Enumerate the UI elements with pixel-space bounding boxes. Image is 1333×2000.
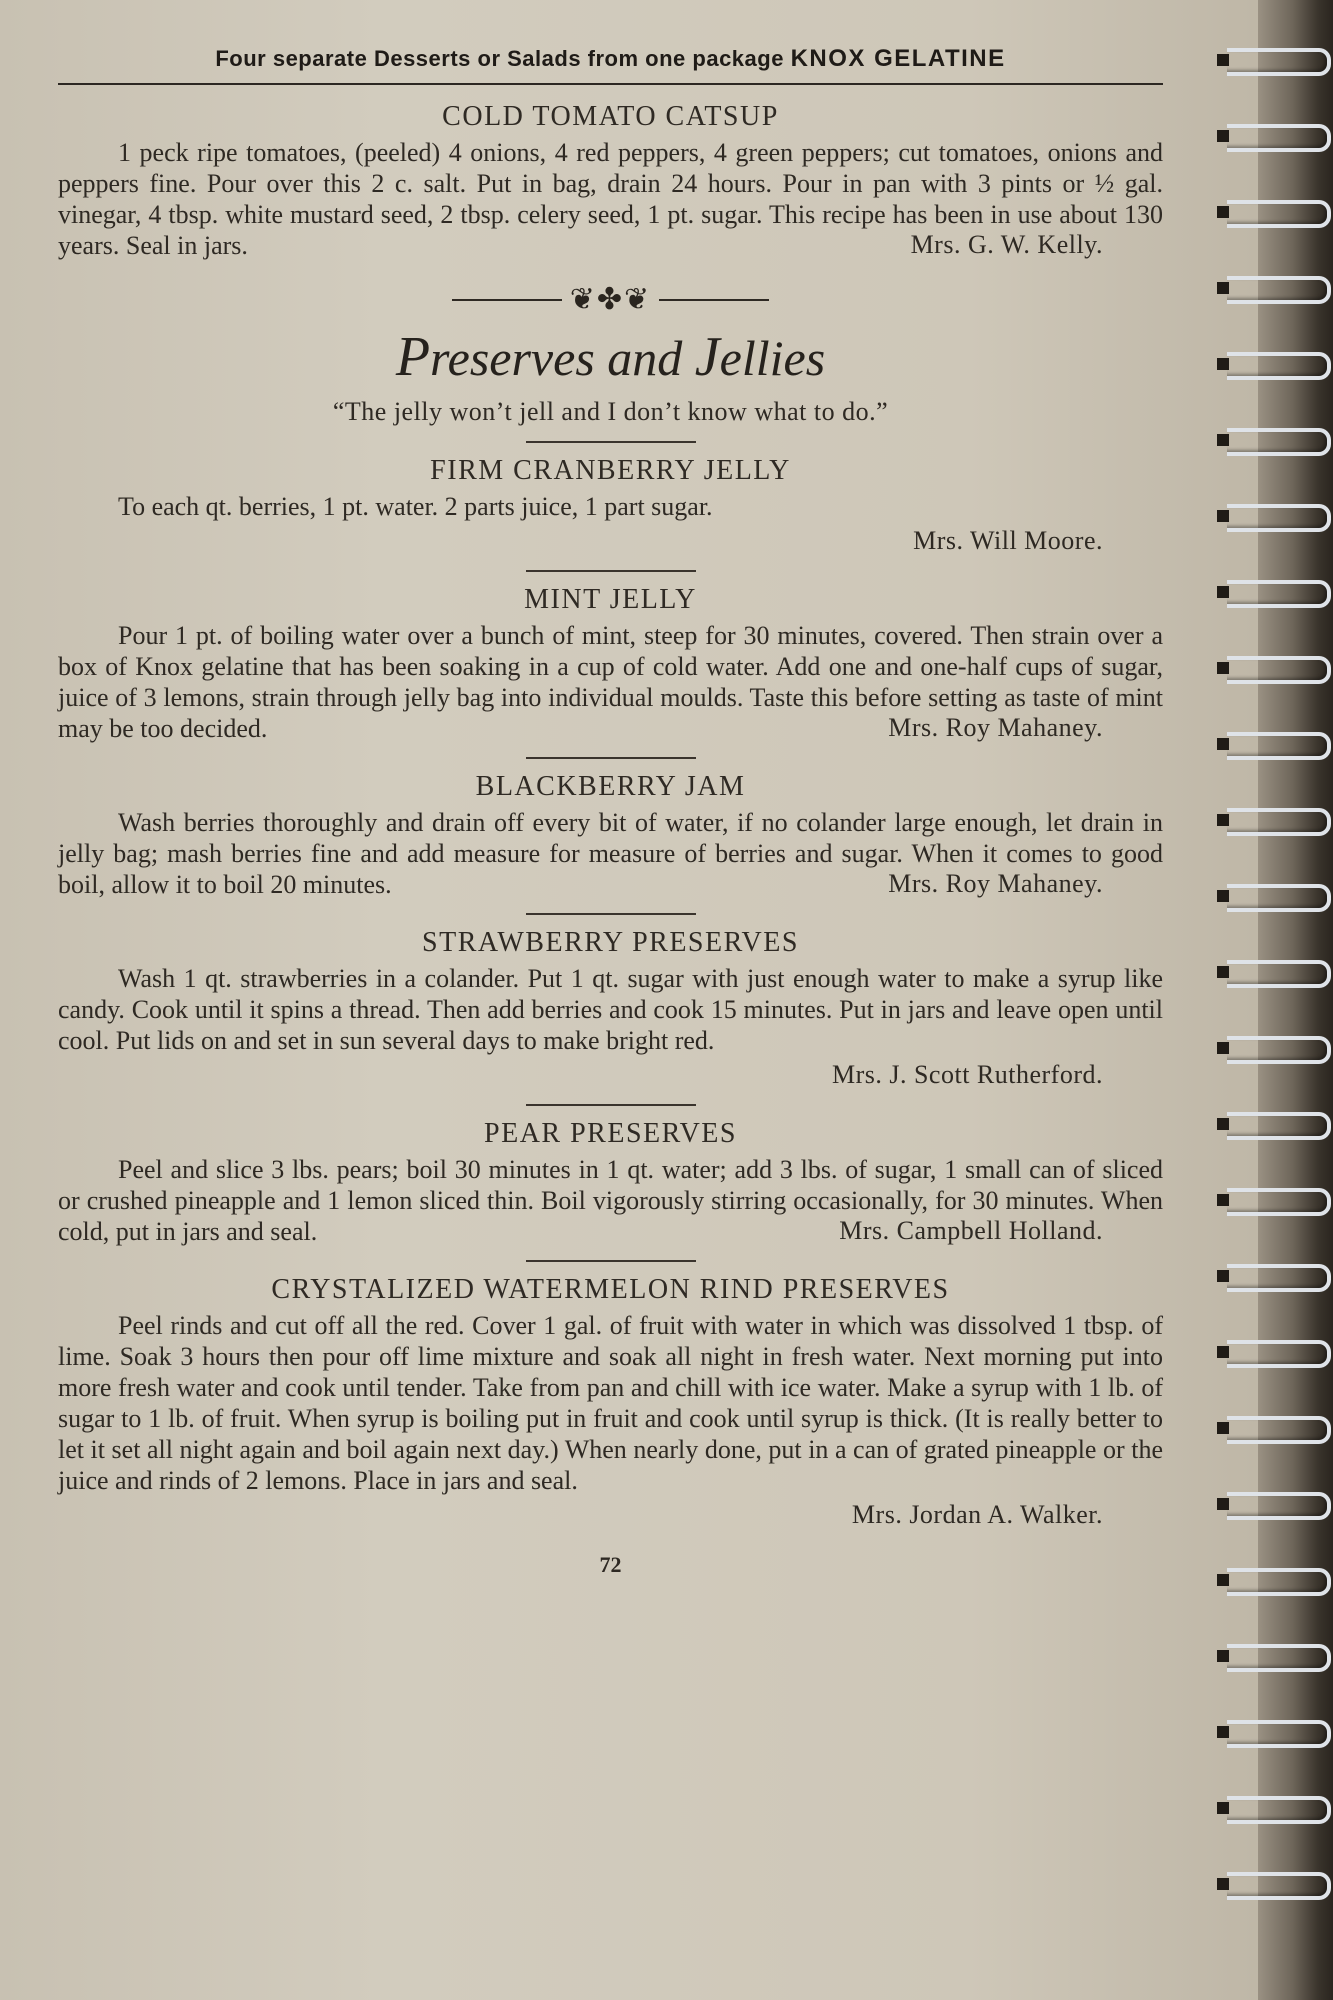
recipe-firm-cranberry-jelly xyxy=(58,455,1163,556)
spiral-coil xyxy=(1227,732,1331,760)
running-header-brand: KNOX GELATINE xyxy=(790,45,1006,72)
recipe-body: 1 peck ripe tomatoes, (peeled) 4 onions, 4 red peppers, 4 green peppers; cut tomatoes, onions and peppers fine. Pour over this 2 c. salt. Put in bag, drain 24 hours. Pour in pan with 3 pints or ½ gal. vinegar, 4 tbsp. white mustard seed, 2 tbsp. celery seed, 1 pt. sugar. This recipe has been in use about 130 years. Seal in jars. xyxy=(58,138,1163,260)
spiral-coil xyxy=(1227,200,1331,228)
spiral-coil xyxy=(1227,124,1331,152)
spiral-coil xyxy=(1227,960,1331,988)
spiral-coil xyxy=(1227,428,1331,456)
recipe-author: Mrs. Campbell Holland. xyxy=(839,1216,1103,1245)
recipe-author: Mrs. Jordan A. Walker. xyxy=(851,1500,1103,1529)
spiral-coil xyxy=(1227,656,1331,684)
spiral-coil xyxy=(1227,1112,1331,1140)
spiral-coil xyxy=(1227,1796,1331,1824)
section-title xyxy=(58,325,1163,389)
section-title-part-1: reserves and xyxy=(430,330,695,386)
spiral-coil xyxy=(1227,1492,1331,1520)
recipe-author: Mrs. Roy Mahaney. xyxy=(888,869,1103,898)
running-header xyxy=(58,45,1163,73)
recipe-body: Pour 1 pt. of boiling water over a bunch of mint, steep for 30 minutes, covered. Then strain over a box of Knox gelatine that has been soaking in a cup of cold water. Add one and one-half cups of sugar, juice of 3 lemons, strain through jelly bag into individual moulds. Taste this before setting as taste of mint may be too decided. xyxy=(58,621,1163,743)
section-title-part-2: ellies xyxy=(719,330,826,386)
recipe-title: COLD TOMATO CATSUP xyxy=(442,101,779,132)
divider-rule xyxy=(526,913,696,915)
spiral-coil xyxy=(1227,580,1331,608)
page-number: 72 xyxy=(599,1552,622,1577)
divider-rule xyxy=(526,757,696,759)
recipe-pear-preserves xyxy=(58,1118,1163,1246)
spiral-coil xyxy=(1227,48,1331,76)
recipe-crystalized-watermelon-rind-preserves xyxy=(58,1274,1163,1530)
spiral-coil xyxy=(1227,504,1331,532)
ornament-line-left xyxy=(452,299,562,301)
recipe-title: STRAWBERRY PRESERVES xyxy=(422,927,799,958)
spiral-coil xyxy=(1227,1416,1331,1444)
recipe-author: Mrs. G. W. Kelly. xyxy=(910,230,1103,259)
recipe-strawberry-preserves xyxy=(58,927,1163,1090)
spiral-coil xyxy=(1227,1644,1331,1672)
divider-rule xyxy=(526,441,696,443)
spiral-coil xyxy=(1227,808,1331,836)
recipe-body: Wash 1 qt. strawberries in a colander. Put 1 qt. sugar with just enough water to make a syrup like candy. Cook until it spins a thread. Then add berries and cook 15 minutes. Put in jars and leave open until cool. Put lids on and set in sun several days to make bright red. xyxy=(58,964,1163,1055)
recipe-body: Peel rinds and cut off all the red. Cover 1 gal. of fruit with water in which was dissolved 1 tbsp. of lime. Soak 3 hours then pour off lime mixture and soak all night in fresh water. Next morning put into more fresh water and cook until tender. Take from pan and chill with ice water. Make a syrup with 1 lb. of sugar to 1 lb. of fruit. When syrup is boiling put in fruit and cook until syrup is thick. (It is really better to let it set all night again and boil again next day.) When nearly done, put in a can of grated pineapple or the juice and rinds of 2 lemons. Place in jars and seal. xyxy=(58,1311,1163,1495)
spiral-coil xyxy=(1227,352,1331,380)
recipe-author: Mrs. J. Scott Rutherford. xyxy=(831,1060,1103,1089)
spiral-coil xyxy=(1227,1264,1331,1292)
ornament-line-right xyxy=(659,299,769,301)
recipe-cold-tomato-catsup xyxy=(58,101,1163,260)
section-epigraph: “The jelly won’t jell and I don’t know what to do.” xyxy=(332,397,889,426)
recipe-body: To each qt. berries, 1 pt. water. 2 parts juice, 1 part sugar. xyxy=(118,492,713,521)
recipe-author: Mrs. Roy Mahaney. xyxy=(888,713,1103,742)
recipe-body: Wash berries thoroughly and drain off every bit of water, if no colander large enough, let drain in jelly bag; mash berries fine and add measure for measure of berries and sugar. When it comes to good boil, allow it to boil 20 minutes. xyxy=(58,808,1163,899)
spiral-coil xyxy=(1227,1340,1331,1368)
recipe-title: CRYSTALIZED WATERMELON RIND PRESERVES xyxy=(271,1274,950,1305)
recipe-author: Mrs. Will Moore. xyxy=(913,526,1103,555)
recipe-title: FIRM CRANBERRY JELLY xyxy=(430,455,791,486)
spiral-coil xyxy=(1227,884,1331,912)
recipe-body: Peel and slice 3 lbs. pears; boil 30 minutes in 1 qt. water; add 3 lbs. of sugar, 1 small can of sliced or crushed pineapple and 1 lemon sliced thin. Boil vigorously stirring occasionally, for 30 minutes. When cold, put in jars and seal. xyxy=(58,1155,1163,1246)
spiral-coil xyxy=(1227,1036,1331,1064)
divider-rule xyxy=(526,1260,696,1262)
recipe-title: MINT JELLY xyxy=(524,584,697,615)
recipe-mint-jelly xyxy=(58,584,1163,743)
divider-rule xyxy=(526,570,696,572)
page-content xyxy=(58,45,1163,1578)
section-title-cap-1: P xyxy=(395,326,431,388)
running-header-text: Four separate Desserts or Salads from one package xyxy=(215,46,784,71)
recipe-blackberry-jam xyxy=(58,771,1163,899)
divider-rule xyxy=(526,1104,696,1106)
spiral-coil xyxy=(1227,1188,1331,1216)
spiral-coil xyxy=(1227,1568,1331,1596)
spiral-coil xyxy=(1227,1872,1331,1900)
recipe-title: PEAR PRESERVES xyxy=(484,1118,737,1149)
ornament-icon: ❦✤❦ xyxy=(569,283,652,316)
spiral-binding xyxy=(1258,0,1333,2000)
spiral-coil xyxy=(1227,276,1331,304)
ornament-divider xyxy=(58,282,1163,317)
section-title-cap-2: J xyxy=(694,326,720,388)
recipe-title: BLACKBERRY JAM xyxy=(475,771,746,802)
header-rule xyxy=(58,83,1163,85)
spiral-coil xyxy=(1227,1720,1331,1748)
